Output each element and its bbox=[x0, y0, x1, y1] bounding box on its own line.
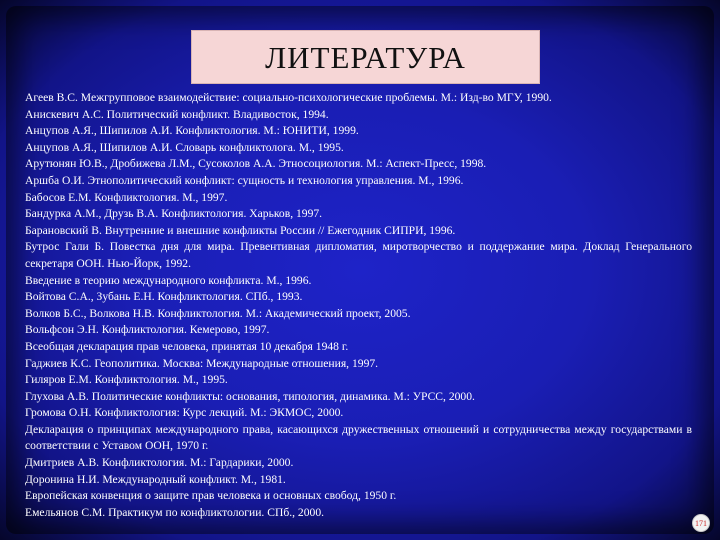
reference-item: Гаджиев К.С. Геополитика. Москва: Международные отношения, 1997. bbox=[25, 356, 379, 370]
reference-item: Бабосов Е.М. Конфликтология. М., 1997. bbox=[25, 190, 228, 204]
reference-item: Доронина Н.И. Международный конфликт. М., 1981. bbox=[25, 472, 286, 486]
reference-item: Декларация о принципах международного права, касающихся дружественных отношений и сотрудничества между государствами в соответствии с Уставом ООН, 1970 г. bbox=[25, 422, 692, 453]
reference-item: Дмитриев А.В. Конфликтология. М.: Гардарики, 2000. bbox=[25, 456, 294, 470]
reference-item: Бутрос Гали Б. Повестка дня для мира. Превентивная дипломатия, миротворчество и поддержание мира. Доклад Генерального секретаря ООН. Нью-Йорк, 1992. bbox=[25, 240, 692, 270]
reference-item: Введение в теорию международного конфликта. М., 1996. bbox=[25, 273, 312, 287]
reference-item: Громова О.Н. Конфликтология: Курс лекций. М.: ЭКМОС, 2000. bbox=[25, 406, 344, 420]
reference-item: Арутюнян Ю.В., Дробижева Л.М., Сусоколов А.А. Этносоциология. М.: Аспект-Пресс, 1998. bbox=[25, 157, 487, 171]
reference-item: Всеобщая декларация прав человека, принятая 10 декабря 1948 г. bbox=[25, 339, 349, 353]
reference-item: Анискевич А.С. Политический конфликт. Владивосток, 1994. bbox=[25, 107, 329, 121]
reference-item: Агеев В.С. Межгрупповое взаимодействие: социально-психологические проблемы. М.: Изд-во МГУ, 1990. bbox=[25, 91, 552, 104]
reference-item: Аршба О.И. Этнополитический конфликт: сущность и технология управления. М., 1996. bbox=[25, 173, 464, 187]
reference-item: Гиляров Е.М. Конфликтология. М., 1995. bbox=[25, 373, 228, 387]
reference-item: Барановский В. Внутренние и внешние конфликты России // Ежегодник СИПРИ, 1996. bbox=[25, 223, 456, 237]
reference-list bbox=[25, 90, 692, 521]
title-box bbox=[191, 30, 540, 84]
reference-item: Волков Б.С., Волкова Н.В. Конфликтология. М.: Академический проект, 2005. bbox=[25, 306, 411, 320]
reference-item: Войтова С.А., Зубань Е.Н. Конфликтология. СПб., 1993. bbox=[25, 290, 303, 304]
reference-item: Анцупов А.Я., Шипилов А.И. Словарь конфликтолога. М., 1995. bbox=[25, 140, 344, 154]
reference-item: Вольфсон Э.Н. Конфликтология. Кемерово, 1997. bbox=[25, 323, 270, 337]
reference-item: Европейская конвенция о защите прав человека и основных свобод, 1950 г. bbox=[25, 489, 397, 503]
reference-item: Емельянов С.М. Практикум по конфликтологии. СПб., 2000. bbox=[25, 505, 325, 519]
slide-title: ЛИТЕРАТУРА bbox=[265, 39, 466, 75]
reference-item: Бандурка А.М., Друзь В.А. Конфликтология. Харьков, 1997. bbox=[25, 207, 323, 221]
page-number-badge: 171 bbox=[692, 514, 710, 532]
reference-item: Глухова А.В. Политические конфликты: основания, типология, динамика. М.: УРСС, 2000. bbox=[25, 389, 475, 403]
reference-item: Анцупов А.Я., Шипилов А.И. Конфликтология. М.: ЮНИТИ, 1999. bbox=[25, 124, 359, 138]
